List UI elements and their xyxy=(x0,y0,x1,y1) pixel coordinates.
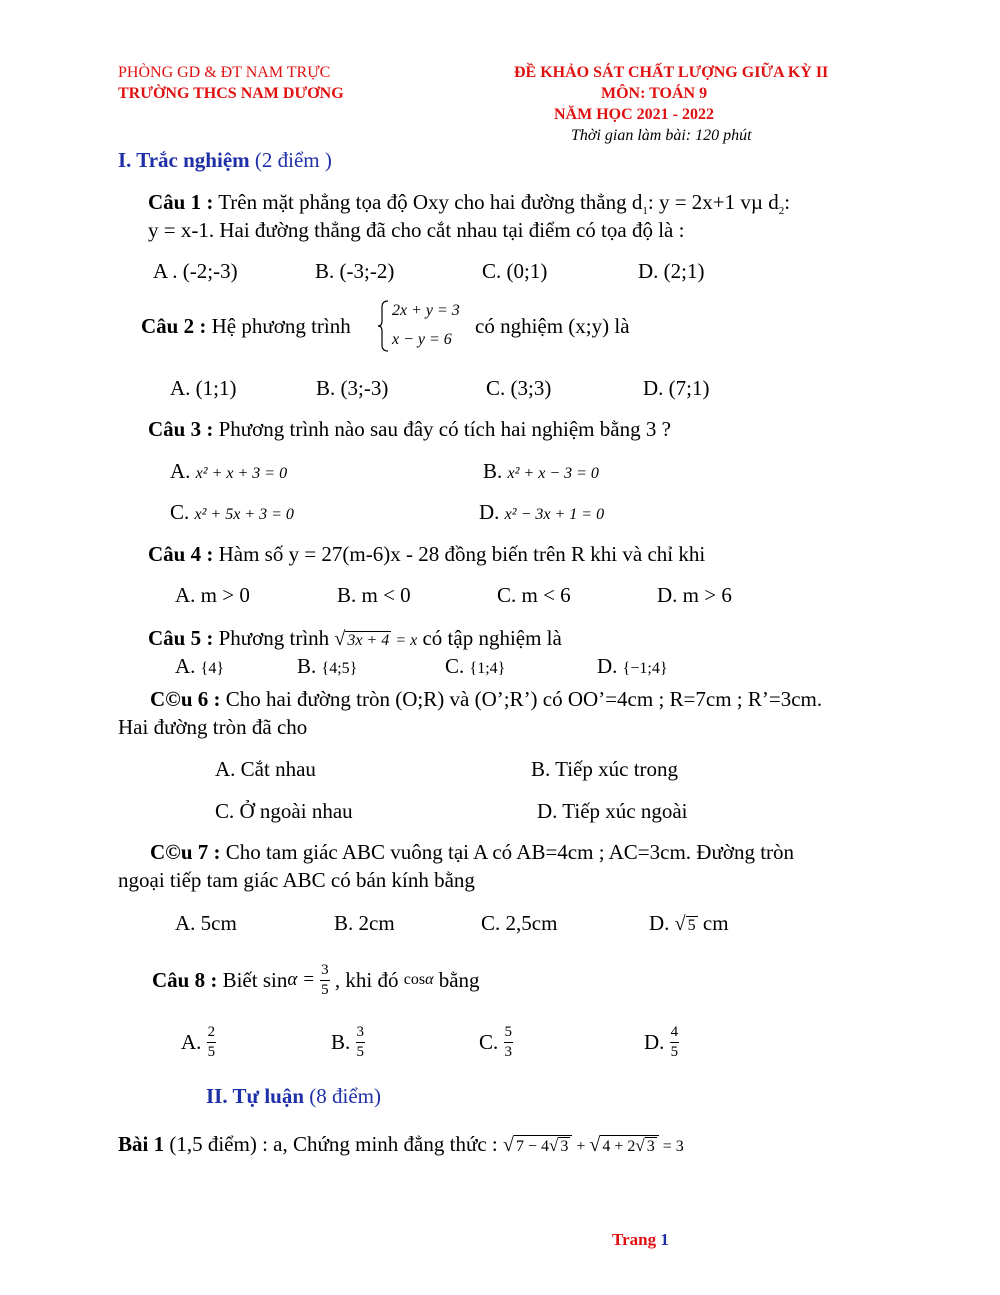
q3-label: Câu 3 : xyxy=(148,417,214,441)
q1-option-d: D. (2;1) xyxy=(638,259,705,283)
q5-prompt: Câu 5 : Phương trình √ 3x + 4 = x có tập nghiệm là xyxy=(148,626,562,650)
q8-fraction: $\frac{3}{5}$ xyxy=(321,961,329,998)
q8-option-a: A. $\frac{2}{5}$ xyxy=(181,1023,216,1060)
left-brace-icon xyxy=(376,299,390,353)
q3-option-b: B. x² + x − 3 = 0 xyxy=(483,459,599,483)
sqrt-icon: √ xyxy=(589,1134,601,1156)
q5-option-a: A. {4} xyxy=(175,654,225,678)
section-1-title: I. Trắc nghiệm xyxy=(118,148,250,172)
page-number: 1 xyxy=(660,1230,669,1249)
q2-option-b: B. (3;-3) xyxy=(316,376,389,400)
q5-label: Câu 5 : xyxy=(148,626,214,650)
q1-line1: Câu 1 : Trên mặt phẳng tọa độ Oxy cho hai đường thẳng $d_1$: y = 2x+1 vµ $d_2$: xyxy=(148,190,791,218)
sqrt-icon: √ xyxy=(549,1136,559,1155)
q7-option-d: D. √ 5 cm xyxy=(649,911,729,935)
q4-prompt: Câu 4 : Hàm số y = 27(m-6)x - 28 đồng biến trên R khi và chỉ khi xyxy=(148,542,706,566)
q3-prompt: Câu 3 : Phương trình nào sau đây có tích hai nghiệm bằng 3 ? xyxy=(148,417,671,441)
q1-line2: y = x-1. Hai đường thẳng đã cho cắt nhau tại điểm có tọa độ là : xyxy=(148,218,685,242)
q4-label: Câu 4 : xyxy=(148,542,214,566)
sqrt-icon: √ xyxy=(334,628,346,650)
q3-option-c: C. x² + 5x + 3 = 0 xyxy=(170,500,294,524)
q8-prompt: Câu 8 : Biết sin α = $\frac{3}{5}$ , khi đó cos α bằng xyxy=(152,961,480,998)
school-name: TRƯỜNG THCS NAM DƯƠNG xyxy=(118,85,344,102)
q2-option-c: C. (3;3) xyxy=(486,376,552,400)
time-allowed: Thời gian làm bài: 120 phút xyxy=(571,127,752,144)
exam-title: ĐỀ KHẢO SÁT CHẤT LƯỢNG GIỮA KỲ II xyxy=(514,64,829,81)
q8-label: Câu 8 : xyxy=(152,967,218,992)
q6-option-c: C. Ở ngoài nhau xyxy=(215,799,353,823)
q6-line2: Hai đường tròn đã cho xyxy=(118,715,308,739)
q1-label: Câu 1 : xyxy=(148,190,214,214)
q7-option-c: C. 2,5cm xyxy=(481,911,558,935)
sqrt-icon: √ xyxy=(635,1136,645,1155)
q8-option-d: D. $\frac{4}{5}$ xyxy=(644,1023,679,1060)
q6-line1: C©u 6 : Cho hai đường tròn (O;R) và (O’;R’) có OO’=4cm ; R=7cm ; R’=3cm. xyxy=(150,687,823,711)
q6-option-a: A. Cắt nhau xyxy=(215,757,316,781)
bai1-line: Bài 1 (1,5 điểm) : a, Chứng minh đẳng thức : √ 7 − 4√ 3 + √ 4 + 2√ 3 = 3 xyxy=(118,1132,684,1156)
section-2-title: II. Tự luận xyxy=(206,1084,305,1108)
sqrt-icon: √ xyxy=(674,913,686,935)
q3-option-d: D. x² − 3x + 1 = 0 xyxy=(479,500,605,524)
section-1-heading xyxy=(118,148,332,173)
q2-prompt: Câu 2 : Hệ phương trình xyxy=(141,314,351,338)
q8-option-b: B. $\frac{3}{5}$ xyxy=(331,1023,365,1060)
section-2-points: (8 điểm) xyxy=(309,1084,382,1108)
q4-option-b: B. m < 0 xyxy=(337,583,411,607)
q2-option-d: D. (7;1) xyxy=(643,376,710,400)
q7-line2: ngoại tiếp tam giác ABC có bán kính bằng xyxy=(118,868,475,892)
q2-equation-2: x − y = 6 xyxy=(392,331,452,348)
q7-option-b: B. 2cm xyxy=(334,911,395,935)
q2-option-a: A. (1;1) xyxy=(170,376,237,400)
subject: MÔN: TOÁN 9 xyxy=(601,85,708,102)
q1-option-b: B. (-3;-2) xyxy=(315,259,395,283)
school-year: NĂM HỌC 2021 - 2022 xyxy=(554,106,714,123)
q8-option-c: C. $\frac{5}{3}$ xyxy=(479,1023,513,1060)
q5-option-b: B. {4;5} xyxy=(297,654,358,678)
q6-label: C©u 6 : xyxy=(150,687,221,711)
q1-option-c: C. (0;1) xyxy=(482,259,548,283)
q2-after: có nghiệm (x;y) là xyxy=(475,314,630,338)
page-label: Trang xyxy=(612,1230,657,1249)
q7-option-a: A. 5cm xyxy=(175,911,237,935)
q7-label: C©u 7 : xyxy=(150,840,221,864)
q5-option-d: D. {−1;4} xyxy=(597,654,668,678)
page-footer xyxy=(612,1230,669,1250)
q2-label: Câu 2 : xyxy=(141,314,207,338)
sqrt-icon: √ xyxy=(502,1134,514,1156)
q2-equation-1: 2x + y = 3 xyxy=(392,302,460,319)
q4-option-a: A. m > 0 xyxy=(175,583,250,607)
q4-option-c: C. m < 6 xyxy=(497,583,571,607)
q4-option-d: D. m > 6 xyxy=(657,583,732,607)
bai1-label: Bài 1 xyxy=(118,1132,165,1156)
q5-option-c: C. {1;4} xyxy=(445,654,506,678)
q6-option-d: D. Tiếp xúc ngoài xyxy=(537,799,688,823)
department-name: PHÒNG GD & ĐT NAM TRỰC xyxy=(118,64,331,81)
section-2-heading xyxy=(206,1084,381,1109)
q7-line1: C©u 7 : Cho tam giác ABC vuông tại A có AB=4cm ; AC=3cm. Đường tròn xyxy=(150,840,795,864)
q6-option-b: B. Tiếp xúc trong xyxy=(531,757,679,781)
q1-option-a: A . (-2;-3) xyxy=(153,259,238,283)
section-1-points: (2 điểm ) xyxy=(254,148,332,172)
q3-option-a: A. x² + x + 3 = 0 xyxy=(170,459,288,483)
